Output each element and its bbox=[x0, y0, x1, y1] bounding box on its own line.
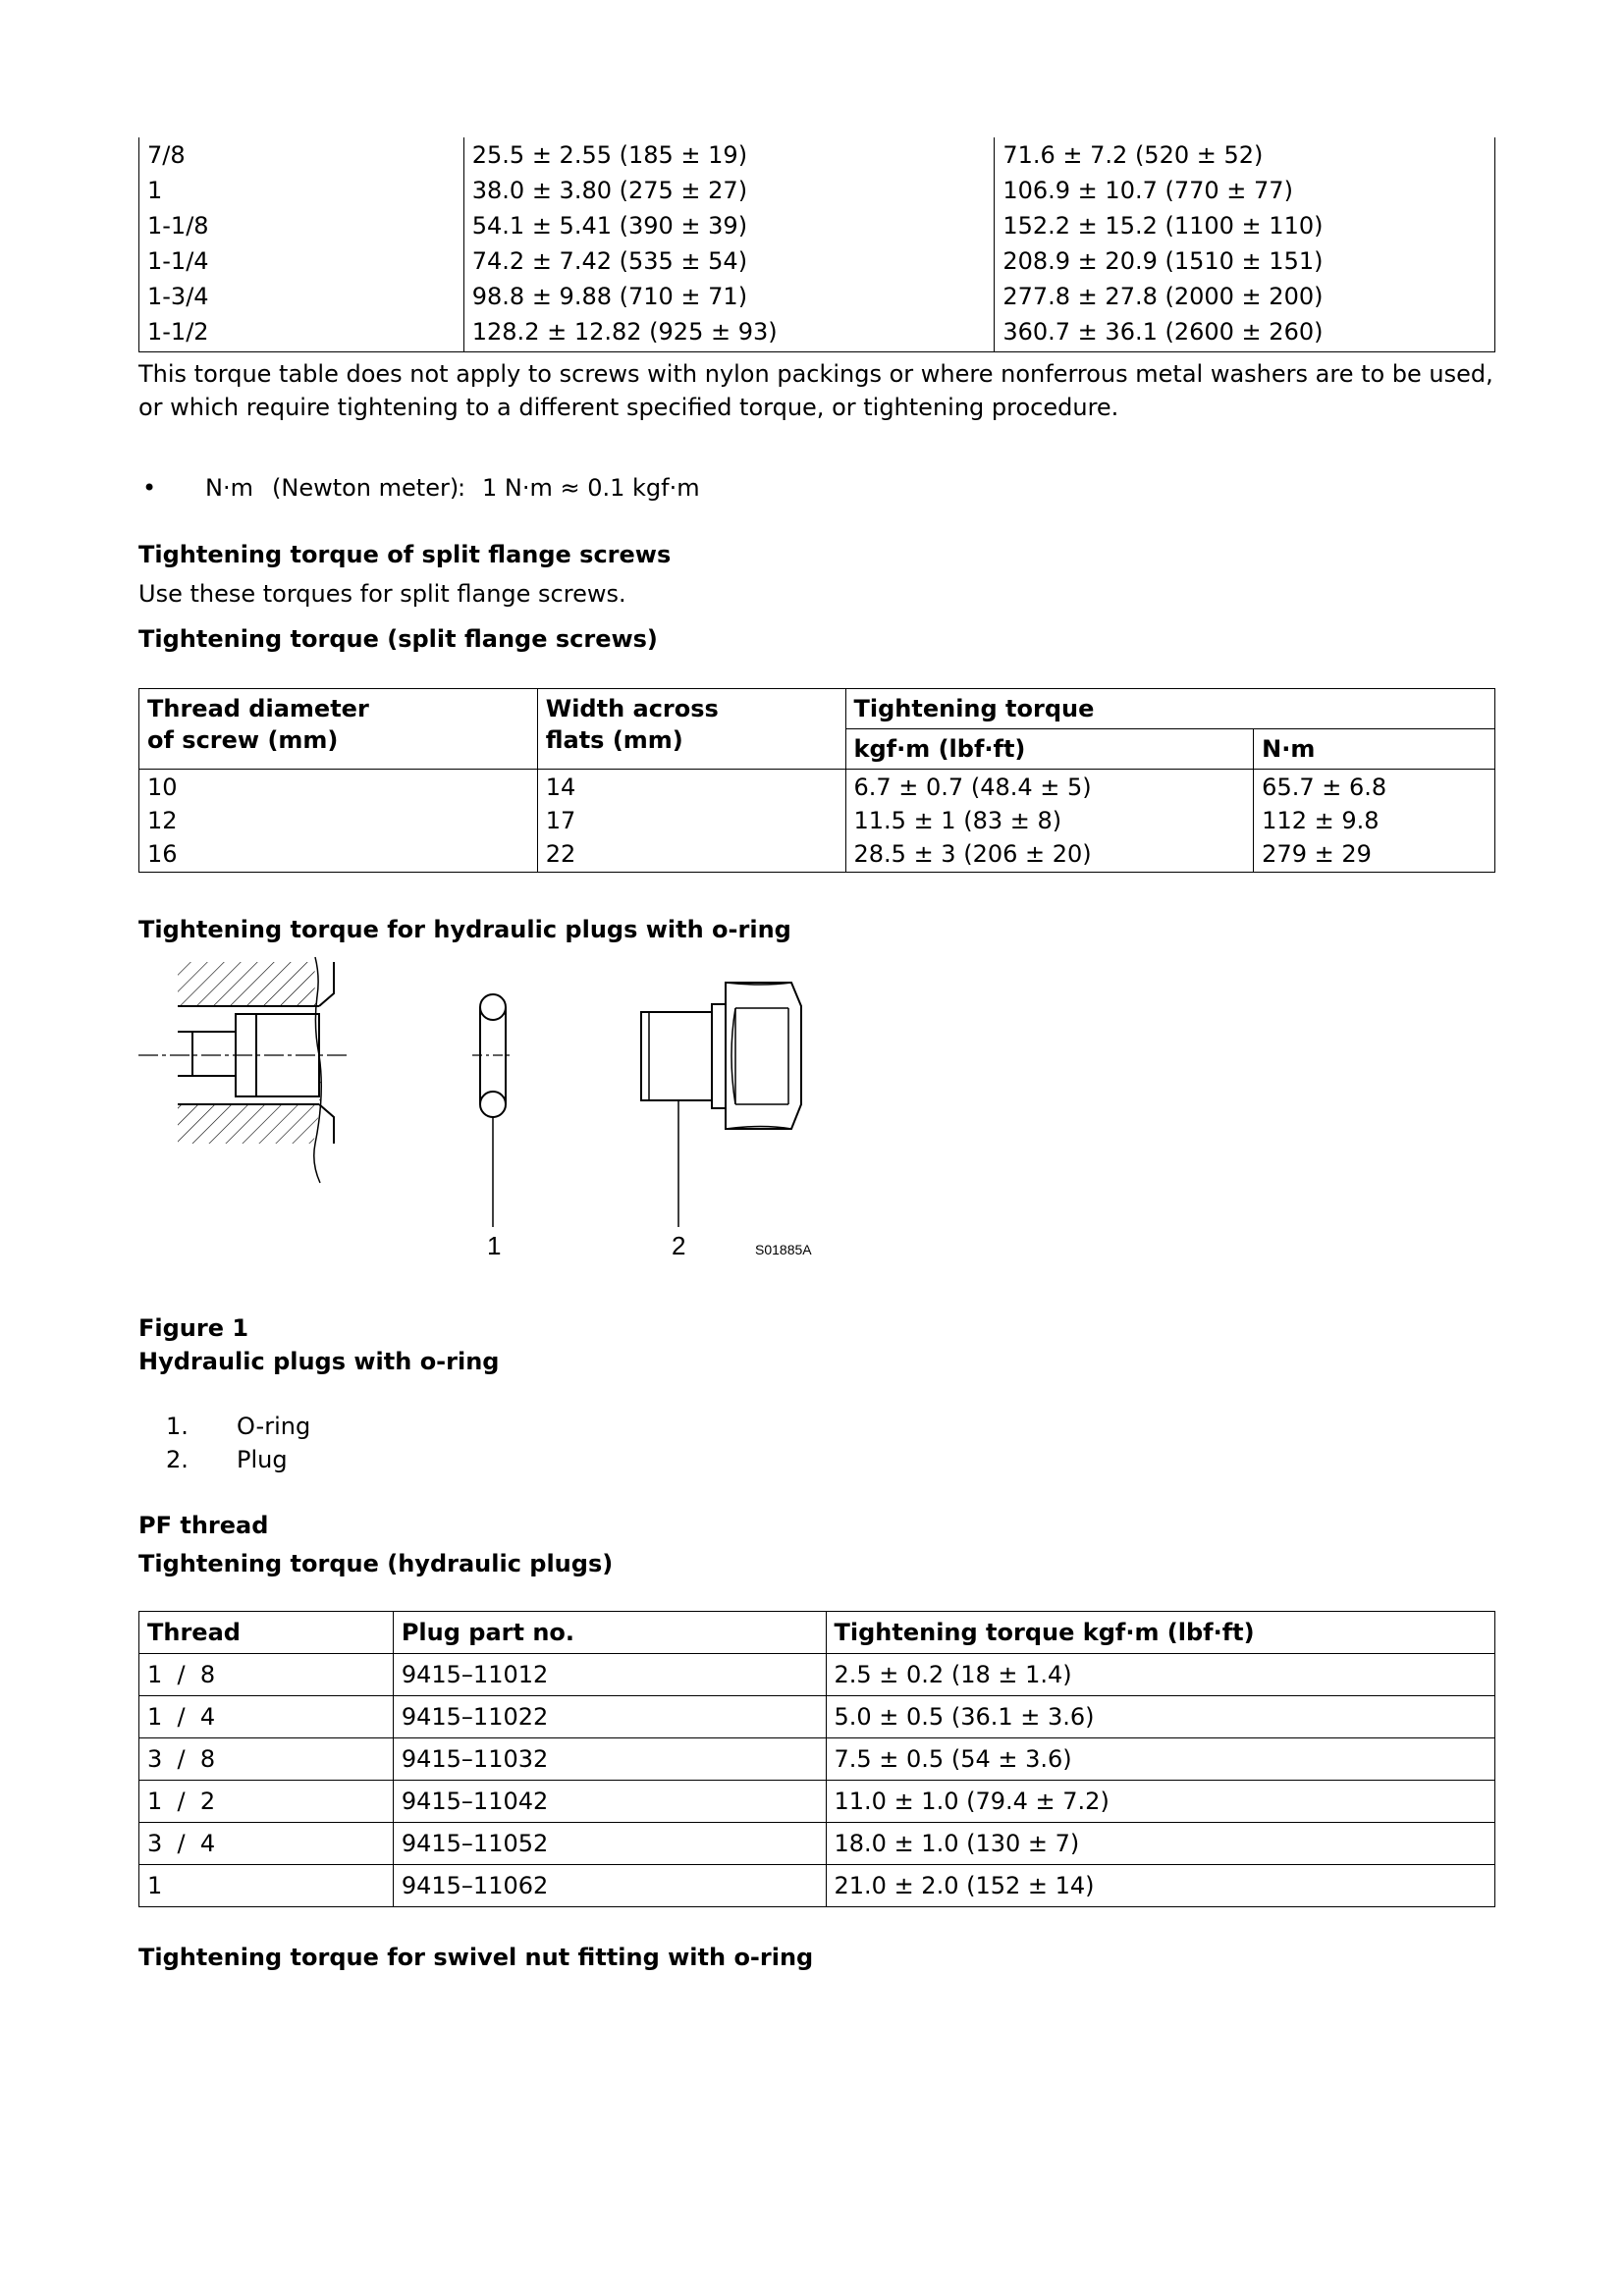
header-thread-diameter bbox=[139, 689, 538, 770]
table-cell: 1-3/4 bbox=[139, 279, 464, 314]
table-cell: 3 / 8 bbox=[139, 1738, 394, 1781]
table-cell: 7/8 bbox=[139, 137, 464, 173]
table-cell: 3 / 4 bbox=[139, 1823, 394, 1865]
header-thread: Thread bbox=[139, 1612, 394, 1654]
section-heading-split-flange: Tightening torque of split flange screws bbox=[138, 541, 672, 568]
split-flange-table-title: Tightening torque (split flange screws) bbox=[138, 625, 658, 653]
table-cell: 98.8 ± 9.88 (710 ± 71) bbox=[463, 279, 995, 314]
table-row bbox=[139, 243, 1495, 279]
table-cell: 6.7 ± 0.7 (48.4 ± 5) bbox=[845, 770, 1254, 804]
header-line: flats (mm) bbox=[545, 726, 683, 754]
table-cell: 360.7 ± 36.1 (2600 ± 260) bbox=[995, 314, 1495, 352]
plug-drawing bbox=[641, 983, 801, 1227]
bullet-symbol: • bbox=[142, 474, 157, 502]
split-flange-text: Use these torques for split flange screws. bbox=[138, 580, 626, 608]
figure-label-1: 1 bbox=[487, 1231, 502, 1260]
header-line: Width across bbox=[545, 695, 719, 722]
table-cell: 128.2 ± 12.82 (925 ± 93) bbox=[463, 314, 995, 352]
header-tightening-torque: Tightening torque kgf·m (lbf·ft) bbox=[826, 1612, 1495, 1654]
hydraulic-plug-figure bbox=[138, 947, 826, 1261]
table-cell: 11.0 ± 1.0 (79.4 ± 7.2) bbox=[826, 1781, 1495, 1823]
figure-caption-number: Figure 1 bbox=[138, 1314, 249, 1342]
o-ring-drawing bbox=[472, 994, 514, 1227]
table-cell: 71.6 ± 7.2 (520 ± 52) bbox=[995, 137, 1495, 173]
table-cell: 277.8 ± 27.8 (2000 ± 200) bbox=[995, 279, 1495, 314]
table-cell: 28.5 ± 3 (206 ± 20) bbox=[845, 836, 1254, 873]
table-header-row bbox=[139, 1612, 1495, 1654]
figure-label-2: 2 bbox=[672, 1231, 686, 1260]
unit-name: N·m bbox=[205, 474, 253, 502]
table-cell: 17 bbox=[537, 803, 845, 836]
header-width-across-flats bbox=[537, 689, 845, 770]
table-cell: 1 / 8 bbox=[139, 1654, 394, 1696]
table-cell: 1 / 2 bbox=[139, 1781, 394, 1823]
hydraulic-plugs-torque-table bbox=[138, 1611, 1495, 1907]
list-item-text: Plug bbox=[237, 1446, 288, 1473]
table-cell: 9415–11042 bbox=[393, 1781, 826, 1823]
table-cell: 10 bbox=[139, 770, 538, 804]
table-cell: 1 bbox=[139, 1865, 394, 1907]
list-item bbox=[138, 1443, 1495, 1476]
header-line: Thread diameter bbox=[147, 695, 369, 722]
list-item-text: O-ring bbox=[237, 1413, 311, 1440]
list-item-number: 2. bbox=[166, 1446, 189, 1473]
note-paragraph: This torque table does not apply to screws with nylon packings or where nonferrous metal washers are to be used, or which require tightening to a different specified torque, or tightening procedure. bbox=[138, 360, 1493, 421]
header-kgf: kgf·m (lbf·ft) bbox=[845, 729, 1254, 770]
table-cell: 38.0 ± 3.80 (275 ± 27) bbox=[463, 173, 995, 208]
table-row bbox=[139, 137, 1495, 173]
table-cell: 54.1 ± 5.41 (390 ± 39) bbox=[463, 208, 995, 243]
table-row bbox=[139, 314, 1495, 352]
table-row bbox=[139, 1823, 1495, 1865]
section-heading-swivel-nut: Tightening torque for swivel nut fitting with o-ring bbox=[138, 1944, 814, 1971]
table-row bbox=[139, 1654, 1495, 1696]
figure-caption-title: Hydraulic plugs with o-ring bbox=[138, 1348, 500, 1375]
unit-description: (Newton meter) bbox=[272, 474, 460, 502]
header-line: of screw (mm) bbox=[147, 726, 339, 754]
table-cell: 1-1/2 bbox=[139, 314, 464, 352]
table-cell: 9415–11012 bbox=[393, 1654, 826, 1696]
table-cell: 16 bbox=[139, 836, 538, 873]
table-cell: 279 ± 29 bbox=[1254, 836, 1495, 873]
table-row bbox=[139, 208, 1495, 243]
table-header-row bbox=[139, 689, 1495, 729]
table-cell: 208.9 ± 20.9 (1510 ± 151) bbox=[995, 243, 1495, 279]
table-row bbox=[139, 1781, 1495, 1823]
table-cell: 106.9 ± 10.7 (770 ± 77) bbox=[995, 173, 1495, 208]
table-row bbox=[139, 1738, 1495, 1781]
pf-thread-heading: PF thread bbox=[138, 1512, 269, 1539]
table-cell: 112 ± 9.8 bbox=[1254, 803, 1495, 836]
table-cell: 5.0 ± 0.5 (36.1 ± 3.6) bbox=[826, 1696, 1495, 1738]
figure-code: S01885A bbox=[755, 1242, 812, 1257]
table-cell: 1 / 4 bbox=[139, 1696, 394, 1738]
table-row bbox=[139, 173, 1495, 208]
table-cell: 65.7 ± 6.8 bbox=[1254, 770, 1495, 804]
header-plug-part-no: Plug part no. bbox=[393, 1612, 826, 1654]
table-cell: 11.5 ± 1 (83 ± 8) bbox=[845, 803, 1254, 836]
table-cell: 7.5 ± 0.5 (54 ± 3.6) bbox=[826, 1738, 1495, 1781]
table-cell: 12 bbox=[139, 803, 538, 836]
section-heading-hydraulic-plugs: Tightening torque for hydraulic plugs with o-ring bbox=[138, 916, 791, 943]
list-item-number: 1. bbox=[166, 1413, 189, 1440]
table-cell: 1 bbox=[139, 173, 464, 208]
header-nm: N·m bbox=[1254, 729, 1495, 770]
table-row bbox=[139, 803, 1495, 836]
table-row bbox=[139, 836, 1495, 873]
table-cell: 2.5 ± 0.2 (18 ± 1.4) bbox=[826, 1654, 1495, 1696]
table-cell: 25.5 ± 2.55 (185 ± 19) bbox=[463, 137, 995, 173]
table-row bbox=[139, 1696, 1495, 1738]
table-cell: 14 bbox=[537, 770, 845, 804]
table-cell: 9415–11062 bbox=[393, 1865, 826, 1907]
table-cell: 74.2 ± 7.42 (535 ± 54) bbox=[463, 243, 995, 279]
unit-separator: : bbox=[458, 474, 466, 502]
unit-conversion: 1 N·m ≈ 0.1 kgf·m bbox=[482, 474, 700, 502]
table-cell: 9415–11022 bbox=[393, 1696, 826, 1738]
table-row bbox=[139, 1865, 1495, 1907]
table-cell: 9415–11052 bbox=[393, 1823, 826, 1865]
table-cell: 152.2 ± 15.2 (1100 ± 110) bbox=[995, 208, 1495, 243]
split-flange-torque-table bbox=[138, 688, 1495, 873]
table-row bbox=[139, 279, 1495, 314]
plugs-table-title: Tightening torque (hydraulic plugs) bbox=[138, 1550, 614, 1577]
figure-legend-list bbox=[138, 1410, 1495, 1476]
table-cell: 21.0 ± 2.0 (152 ± 14) bbox=[826, 1865, 1495, 1907]
table-cell: 1-1/8 bbox=[139, 208, 464, 243]
list-item bbox=[138, 1410, 1495, 1443]
table-row bbox=[139, 770, 1495, 804]
table-cell: 9415–11032 bbox=[393, 1738, 826, 1781]
torque-table-continuation bbox=[138, 137, 1495, 352]
table-cell: 22 bbox=[537, 836, 845, 873]
table-cell: 18.0 ± 1.0 (130 ± 7) bbox=[826, 1823, 1495, 1865]
port-cross-section bbox=[138, 957, 350, 1183]
header-tightening-torque: Tightening torque bbox=[845, 689, 1495, 729]
table-cell: 1-1/4 bbox=[139, 243, 464, 279]
